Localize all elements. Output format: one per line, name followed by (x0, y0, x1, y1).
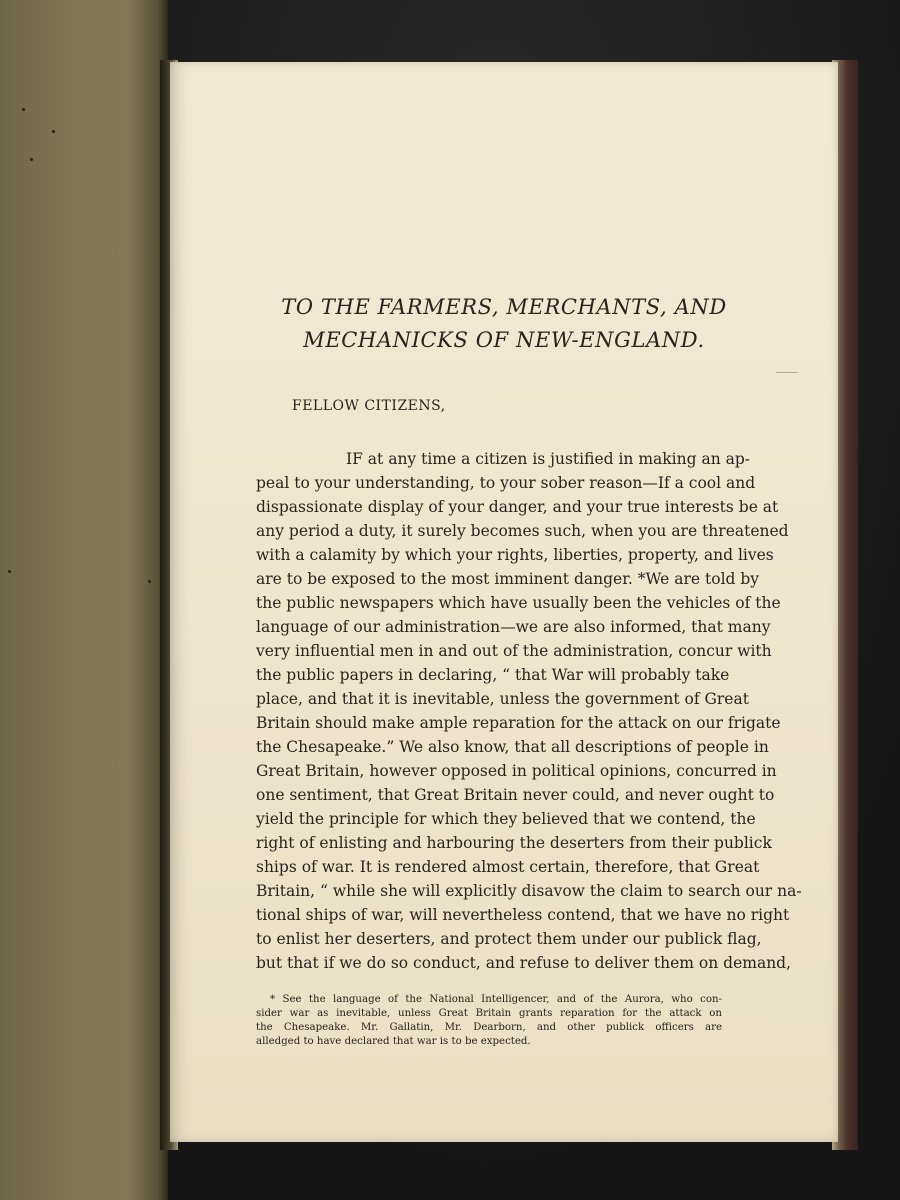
body-line: language of our administration—we are also informed, that many (256, 618, 771, 636)
body-line: but that if we do so conduct, and refuse to deliver them on demand, (256, 954, 792, 972)
body-line: the public newspapers which have usually been the vehicles of the (256, 594, 781, 612)
body-line: yield the principle for which they believed that we contend, the (256, 810, 756, 828)
body-line: Britain, “ while she will explicitly disavow the claim to search our na- (256, 882, 802, 900)
footnote-line: alledged to have declared that war is to be expected. (256, 1036, 531, 1047)
body-line: very influential men in and out of the administration, concur with (256, 642, 772, 660)
left-page-edge (0, 0, 168, 1200)
body-line: peal to your understanding, to your sober reason—If a cool and (256, 474, 756, 492)
body-line: place, and that it is inevitable, unless the government of Great (256, 690, 749, 708)
book-page (170, 62, 838, 1142)
salutation: FELLOW CITIZENS, (292, 398, 446, 414)
page-title-line-1: TO THE FARMERS, MERCHANTS, AND (281, 295, 727, 319)
footnote-line: * See the language of the National Intelligencer, and of the Aurora, who con- (270, 994, 722, 1005)
body-line: to enlist her deserters, and protect them under our publick flag, (256, 930, 762, 948)
body-line: Great Britain, however opposed in political opinions, concurred in (256, 762, 777, 780)
body-line: are to be exposed to the most imminent danger. *We are told by (256, 570, 760, 588)
margin-mark (776, 372, 798, 373)
body-line: the Chesapeake.” We also know, that all descriptions of people in (256, 738, 769, 756)
body-line: IF at any time a citizen is justified in making an ap- (346, 450, 750, 468)
body-line: any period a duty, it surely becomes such, when you are threatened (256, 522, 789, 540)
body-line: the public papers in declaring, “ that War will probably take (256, 666, 730, 684)
footnote-line: the Chesapeake. Mr. Gallatin, Mr. Dearborn, and other publick officers are (256, 1022, 722, 1033)
body-line: Britain should make ample reparation for the attack on our frigate (256, 714, 781, 732)
body-line: with a calamity by which your rights, liberties, property, and lives (256, 546, 774, 564)
body-line: tional ships of war, will nevertheless contend, that we have no right (256, 906, 790, 924)
footnote-line: sider war as inevitable, unless Great Britain grants reparation for the attack on (256, 1008, 722, 1019)
body-line: right of enlisting and harbouring the deserters from their publick (256, 834, 772, 852)
body-line: one sentiment, that Great Britain never could, and never ought to (256, 786, 775, 804)
body-line: ships of war. It is rendered almost certain, therefore, that Great (256, 858, 760, 876)
body-line: dispassionate display of your danger, and your true interests be at (256, 498, 779, 516)
page-title-line-2: MECHANICKS OF NEW-ENGLAND. (303, 328, 705, 352)
